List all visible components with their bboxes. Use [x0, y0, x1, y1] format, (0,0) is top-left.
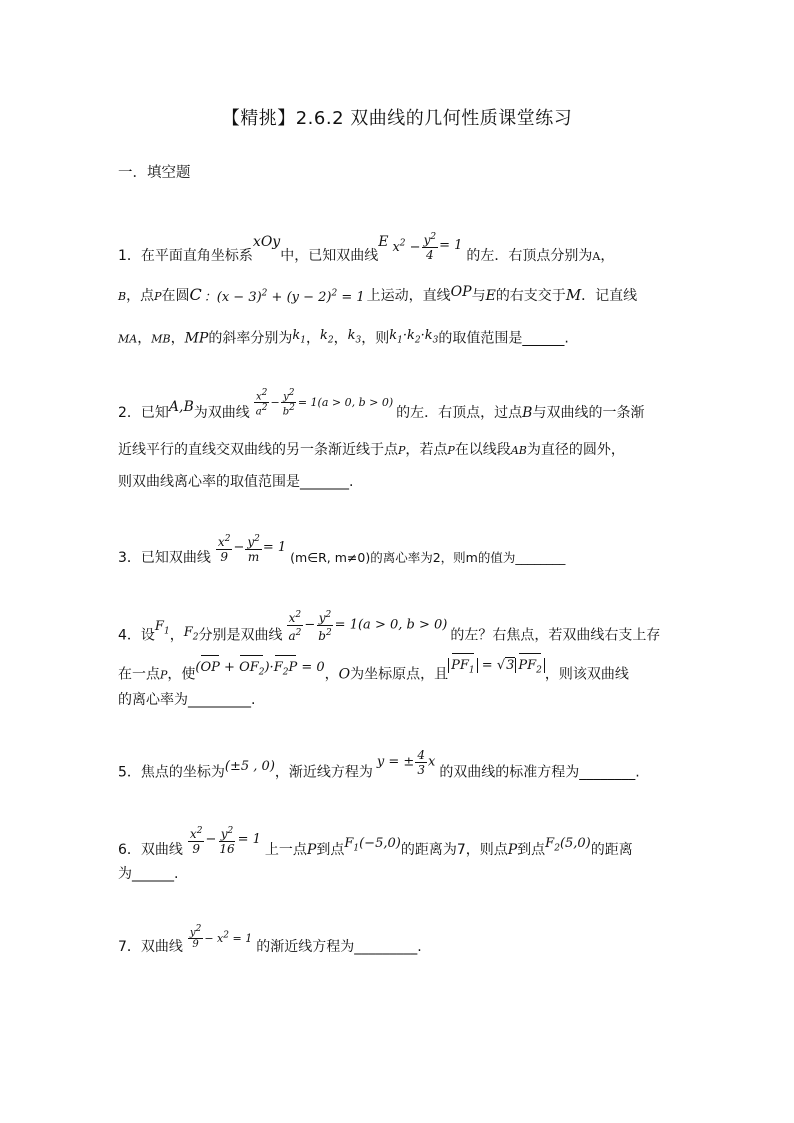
math-p: P [160, 668, 168, 682]
q1-text: 上运动，直线 [366, 288, 451, 305]
math-ab: AB [510, 444, 527, 457]
question-4-line-3 [118, 690, 255, 710]
math-p: P [154, 290, 162, 304]
q6-text: 的距离为7，则点 [400, 842, 508, 858]
q7-text: 的渐近线方程为_________. [256, 939, 422, 956]
math-p: P [398, 444, 406, 457]
q2-text: 在以线段 [454, 442, 511, 458]
hyperbola-equation: $x^2$ − $\frac{y^2}{4}$ = 1 [392, 232, 463, 262]
q1-text: 1．在平面直角坐标系 [118, 248, 253, 264]
q1-text: 与 [471, 288, 486, 305]
q2-text: ，若点 [405, 442, 448, 458]
math-k-product: $k_1\cdot k_2\cdot k_3$ [389, 328, 439, 346]
question-1-line-1 [118, 232, 615, 272]
question-2-line-2 [118, 440, 625, 461]
math-m: M [565, 286, 582, 305]
q1-text: ．记直线 [581, 288, 638, 305]
question-1-line-2 [118, 284, 637, 308]
question-7-line-1 [118, 924, 422, 960]
q2-text: 2．已知 [118, 404, 169, 421]
math-xoy: xOy [252, 234, 281, 250]
question-5-line-1 [118, 748, 640, 787]
point-f1: $F_1(-5,0)$ [344, 835, 401, 854]
q4-text: ，使 [167, 666, 196, 683]
q2-text: 的左．右顶点，过点 [396, 404, 523, 421]
asymptote-equation: y = ± $\frac{4}{3}$ x [376, 748, 436, 777]
q4-text: 在一点 [118, 666, 160, 683]
math-mp: MP [184, 330, 209, 347]
math-k2: $k_2$ [319, 328, 334, 346]
q6-text: 到点 [517, 842, 546, 858]
q5-text: 的双曲线的标准方程为________. [439, 764, 640, 781]
q2-text: 则双曲线离心率的取值范围是_______. [118, 474, 354, 490]
distance-condition: $PF_1 = √3$ $PF_2$ [448, 658, 545, 673]
q1-text: ，则 [361, 330, 390, 347]
question-2-line-3 [118, 472, 353, 492]
section-heading: 一．填空题 [118, 165, 191, 181]
q4-text: 的左？右焦点，若双曲线右支上存 [450, 627, 661, 644]
q4-text: ，则该双曲线 [544, 666, 629, 683]
math-e: E [378, 234, 389, 250]
math-b: B [522, 404, 533, 421]
hyperbola-9-16-equation: $\frac{x^2}{9}$ − $\frac{y^2}{16}$ = 1 [189, 826, 261, 856]
math-ma: MA [118, 332, 138, 346]
math-o: O [338, 666, 351, 683]
q7-text: 7．双曲线 [118, 939, 183, 956]
q6-text: 6．双曲线 [118, 842, 183, 858]
math-f2: $F_2$ [183, 625, 199, 643]
vector-condition: $(OP + OF_2)\cdot F_2P = 0$ [195, 660, 324, 675]
math-k3: $k_3$ [347, 328, 362, 346]
q4-text: 4．设 [118, 627, 155, 644]
q1-text: ， [600, 248, 615, 264]
q3-text: (m∈R, m≠0)的离心率为2，则m的值为________ [290, 550, 566, 565]
question-4-line-2 [118, 658, 629, 687]
hyperbola-general-equation: $\frac{x^2}{a^2}$ − $\frac{y^2}{b^2}$ = 1(a > 0, b > 0) [255, 388, 394, 418]
q6-text: 的距离 [590, 842, 633, 858]
point-f2: $F_2(5,0)$ [545, 835, 591, 854]
q4-text: ， [324, 666, 339, 683]
q1-text: ，点 [126, 288, 155, 305]
math-a-b: A,B [168, 398, 194, 415]
q1-text: 的左．右顶点分别为 [466, 248, 593, 264]
math-b: B [118, 290, 127, 304]
question-3-line-1 [118, 534, 566, 574]
q2-text: 近线平行的直线交双曲线的另一条渐近线于点 [118, 442, 398, 458]
question-6-line-2 [118, 864, 178, 884]
q2-text: 为双曲线 [193, 404, 250, 421]
q4-text: ， [169, 627, 184, 644]
q4-text: 的离心率为_________. [118, 692, 256, 708]
question-2-line-1 [118, 388, 645, 428]
q4-text: 分别是双曲线 [198, 627, 283, 644]
q4-text: 为坐标原点，且 [350, 666, 449, 683]
math-f1: $F_1$ [154, 619, 170, 637]
q5-text: ，渐近线方程为 [274, 764, 373, 781]
q6-text: 为______. [118, 866, 179, 882]
q2-text: 与双曲线的一条渐 [532, 404, 645, 421]
q5-text: 5．焦点的坐标为 [118, 764, 225, 781]
q1-text: 在圆 [161, 288, 190, 305]
q1-text: 中，已知双曲线 [280, 248, 379, 264]
q2-text: 为直径的圆外， [526, 442, 625, 458]
hyperbola-foci-equation: $\frac{x^2}{a^2}$ − $\frac{y^2}{b^2}$ = 1(a > 0, b > 0) [288, 610, 448, 643]
q6-text: 上一点 [264, 842, 307, 858]
q1-text: 的斜率分别为 [208, 330, 293, 347]
math-c: C [189, 285, 202, 305]
math-a: A [592, 250, 601, 263]
page-title: 【精挑】2.6.2 双曲线的几何性质课堂练习 [221, 108, 573, 129]
math-p: P [447, 444, 455, 457]
question-1-line-3: MA，MB，MP的斜率分别为$k_1$，$k_2$，$k_3$，则$k_1\cdot k_2\cdot k_3$的取值范围是______. [118, 328, 569, 347]
hyperbola-y-equation: $\frac{y^2}{9}$ − $x^2 = 1$ [189, 924, 253, 951]
math-e: E [485, 288, 496, 305]
math-k1: $k_1$ [292, 328, 306, 346]
q3-text: 3．已知双曲线 [118, 550, 211, 566]
q6-text: 到点 [316, 842, 345, 858]
math-p: P [507, 842, 518, 858]
question-4-line-1 [118, 610, 661, 653]
question-6-line-1 [118, 826, 633, 866]
math-p: P [306, 842, 317, 858]
hyperbola-m-equation: $\frac{x^2}{9}$ − $\frac{y^2}{m}$ = 1 [217, 534, 287, 564]
q1-text: 的取值范围是______. [438, 330, 569, 347]
q1-text: 的右支交于 [495, 288, 566, 305]
circle-equation: ：$(x - 3)^2 + (y - 2)^2 = 1$ [203, 289, 365, 306]
math-mb: MB [151, 332, 171, 346]
focus-coordinates: (±5 , 0) [224, 758, 275, 774]
math-op: OP [450, 284, 472, 301]
